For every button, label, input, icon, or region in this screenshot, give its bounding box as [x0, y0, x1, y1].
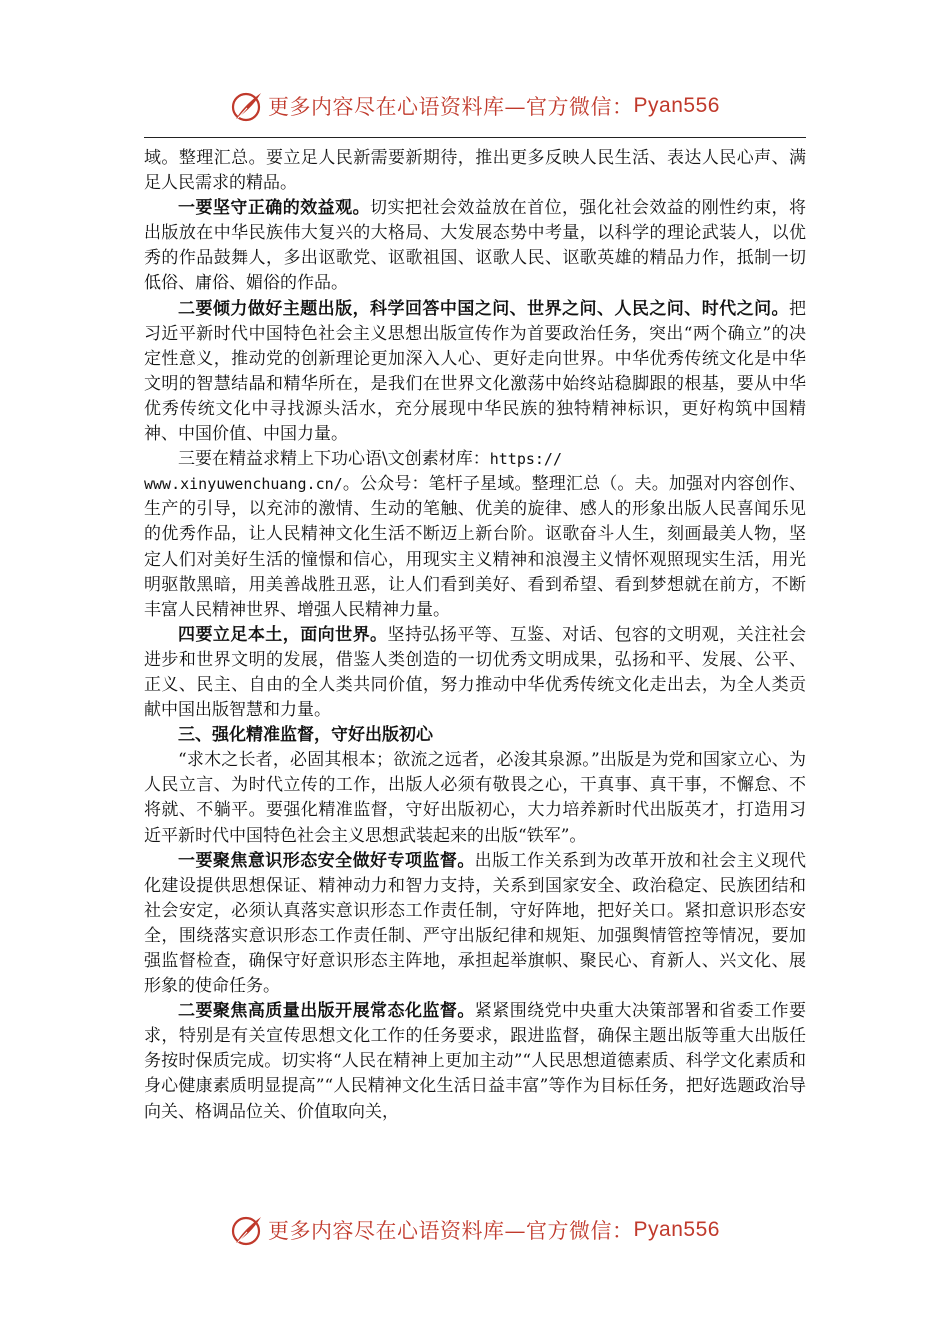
paragraph-lead: 一要坚守正确的效益观。 [178, 198, 371, 219]
url-text: www.xinyuwenchuang.cn/ [144, 475, 343, 494]
paragraph [144, 297, 806, 448]
paragraph [144, 999, 806, 1124]
paragraph: “求木之长者，必固其根本；欲流之远者，必浚其泉源。”出版是为党和国家立心、为人民立言、为时代立传的工作，出版人必须有敬畏之心，干真事、真干事，不懈怠、不将就、不躺平。要强化精准监督，守好出版初心，大力培养新时代出版英才，打造用习近平新时代中国特色社会主义思想武装起来的出版“铁军”。 [144, 750, 806, 846]
section-heading [144, 723, 806, 748]
paragraph-lead: 一要聚焦意识形态安全做好专项监督。 [178, 850, 475, 871]
paragraph-text: 出版工作关系到为改革开放和社会主义现代化建设提供思想保证、精神动力和智力支持，关系到国家安全、政治稳定、民族团结和社会安定，必须认真落实意识形态工作责任制，守好阵地，把好关口。紧扣意识形态安全，围绕落实意识形态工作责任制、严守出版纪律和规矩、加强舆情管控等情况，要加强监督检查，确保守好意识形态主阵地，承担起举旗帜、聚民心、育新人、兴文化、展形象的使命任务。 [144, 850, 807, 997]
paragraph-lead: 四要立足本土，面向世界。 [178, 624, 388, 645]
paragraph [144, 196, 806, 296]
footer-banner [0, 1210, 950, 1250]
paragraph-lead: 二要聚焦高质量出版开展常态化监督。 [178, 1001, 475, 1022]
header-rule [144, 137, 806, 138]
body-text [144, 146, 806, 1125]
paragraph-text: 坚持弘扬平等、互鉴、对话、包容的文明观，关注社会进步和世界文明的发展，借鉴人类创造的一切优秀文明成果，弘扬和平、发展、公平、正义、民主、自由的全人类共同价值，努力推动中华优秀传统文化走出去，为全人类贡献中国出版智慧和力量。 [144, 624, 807, 721]
quill-logo-icon [230, 1213, 264, 1247]
footer-banner-text: 更多内容尽在心语资料库—官方微信： [268, 1219, 634, 1243]
paragraph-text: 三要在精益求精上下功心语\文创素材库： [178, 449, 490, 470]
paragraph-text: 把习近平新时代中国特色社会主义思想出版宣传作为首要政治任务，突出“两个确立”的决定性意义，推动党的创新理论更加深入人心、更好走向世界。中华优秀传统文化是中华文明的智慧结晶和精华所在，是我们在世界文化激荡中始终站稳脚跟的根基，要从中华优秀传统文化中寻找源头活水，充分展现中华民族的独特精神标识，更好构筑中国精神、中国价值、中国力量。 [144, 298, 806, 445]
header-wechat-id: Pyan556 [633, 94, 720, 117]
header-banner [0, 86, 950, 126]
paragraph-lead: 二要倾力做好主题出版，科学回答中国之问、世界之问、人民之问、时代之问。 [178, 298, 789, 319]
header-banner-text: 更多内容尽在心语资料库—官方微信： [268, 95, 634, 119]
paragraph-text: 切实把社会效益放在首位，强化社会效益的刚性约束，将出版放在中华民族伟大复兴的大格局、大发展态势中考量，以科学的理论武装人，以优秀的作品鼓舞人，多出讴歌党、讴歌祖国、讴歌人民、讴歌英雄的精品力作，抵制一切低俗、庸俗、媚俗的作品。 [144, 198, 807, 294]
url-text: https:// [489, 450, 562, 469]
paragraph: 域。整理汇总。要立足人民新需要新期待，推出更多反映人民生活、表达人民心声、满足人民需求的精品。 [144, 148, 806, 194]
quill-logo-icon [230, 89, 264, 123]
footer-wechat-id: Pyan556 [633, 1218, 720, 1241]
paragraph-text: 紧紧围绕党中央重大决策部署和省委工作要求，特别是有关宣传思想文化工作的任务要求，跟进监督，确保主题出版等重大出版任务按时保质完成。切实将“人民在精神上更加主动”“人民思想道德素质、科学文化素质和身心健康素质明显提高”“人民精神文化生活日益丰富”等作为目标任务，把好选题政治导向关、格调品位关、价值取向关， [144, 1001, 807, 1122]
paragraph [144, 849, 806, 1000]
paragraph [144, 623, 806, 723]
section-heading-text: 三、强化精准监督，守好出版初心 [178, 725, 433, 746]
paragraph [144, 447, 806, 623]
paragraph-text: 。公众号：笔杆子星域。整理汇总（。夫。加强对内容创作、生产的引导，以充沛的激情、生动的笔触、优美的旋律、感人的形象出版人民喜闻乐见的优秀作品，让人民精神文化生活不断迈上新台阶。讴歌奋斗人生，刻画最美人物，坚定人们对美好生活的憧憬和信心，用现实主义精神和浪漫主义情怀观照现实生活，用光明驱散黑暗，用美善战胜丑恶，让人们看到美好、看到希望、看到梦想就在前方，不断丰富人民精神世界、增强人民精神力量。 [144, 474, 806, 620]
